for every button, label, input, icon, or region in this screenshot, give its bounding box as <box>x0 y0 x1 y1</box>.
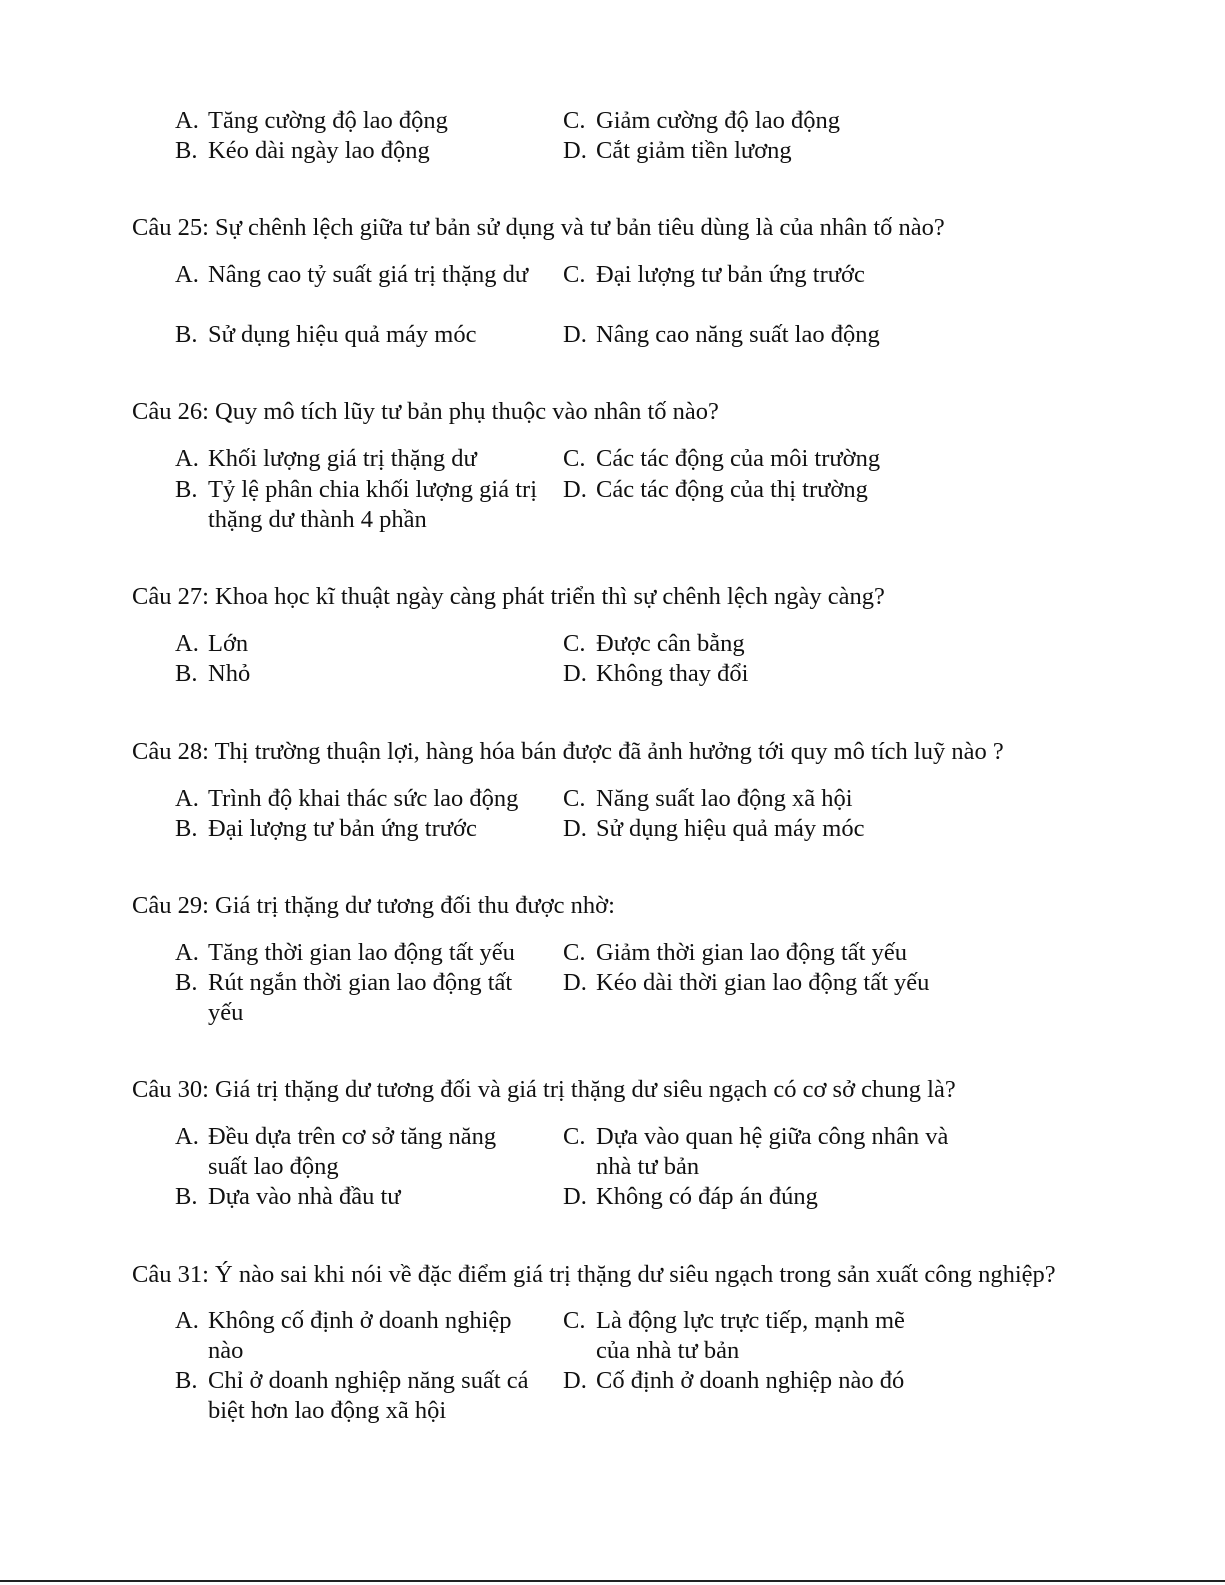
option-b: B. Chỉ ở doanh nghiệp năng suất cá biệt hơn lao động xã hội <box>175 1367 529 1424</box>
option-a: A. Tăng thời gian lao động tất yếu <box>175 939 515 966</box>
option-c: C. Được cân bằng <box>563 630 745 657</box>
option-c: C. Dựa vào quan hệ giữa công nhân và nhà tư bản <box>563 1123 949 1180</box>
question-stem: Câu 30: Giá trị thặng dư tương đối và giá trị thặng dư siêu ngạch có cơ sở chung là? <box>132 1076 956 1103</box>
option-a: A. Lớn <box>175 630 249 657</box>
option-d: D. Kéo dài thời gian lao động tất yếu <box>563 969 930 996</box>
option-d: D. Cắt giảm tiền lương <box>563 137 792 164</box>
option-c: C. Giảm cường độ lao động <box>563 107 840 134</box>
option-a: A. Đều dựa trên cơ sở tăng năng suất lao động <box>175 1123 497 1180</box>
question-stem: Câu 31: Ý nào sai khi nói về đặc điểm giá trị thặng dư siêu ngạch trong sản xuất công nghiệp? <box>132 1261 1056 1288</box>
option-a: A. Trình độ khai thác sức lao động <box>175 785 519 812</box>
question-stem: Câu 27: Khoa học kĩ thuật ngày càng phát triển thì sự chênh lệch ngày càng? <box>132 583 885 610</box>
option-c: C. Năng suất lao động xã hội <box>563 785 853 812</box>
option-b: B. Tỷ lệ phân chia khối lượng giá trị thặng dư thành 4 phần <box>175 476 538 533</box>
option-b: B. Kéo dài ngày lao động <box>175 137 430 164</box>
option-c: C. Đại lượng tư bản ứng trước <box>563 261 865 288</box>
option-b: B. Dựa vào nhà đầu tư <box>175 1183 401 1210</box>
page-bottom-rule <box>0 1580 1225 1582</box>
option-d: D. Cố định ở doanh nghiệp nào đó <box>563 1367 905 1394</box>
question-stem: Câu 28: Thị trường thuận lợi, hàng hóa bán được đã ảnh hưởng tới quy mô tích luỹ nào ? <box>132 738 1004 765</box>
option-d: D. Sử dụng hiệu quả máy móc <box>563 815 865 842</box>
option-a: A. Khối lượng giá trị thặng dư <box>175 445 477 472</box>
option-d: D. Các tác động của thị trường <box>563 476 868 503</box>
option-a: A. Tăng cường độ lao động <box>175 107 448 134</box>
option-c: C. Giảm thời gian lao động tất yếu <box>563 939 907 966</box>
option-d: D. Nâng cao năng suất lao động <box>563 321 880 348</box>
option-b: B. Sử dụng hiệu quả máy móc <box>175 321 477 348</box>
option-b: B. Nhỏ <box>175 660 251 687</box>
option-a: A. Nâng cao tỷ suất giá trị thặng dư <box>175 261 529 288</box>
option-a: A. Không cố định ở doanh nghiệp nào <box>175 1307 512 1364</box>
question-stem: Câu 29: Giá trị thặng dư tương đối thu được nhờ: <box>132 892 615 919</box>
option-b: B. Đại lượng tư bản ứng trước <box>175 815 477 842</box>
option-c: C. Các tác động của môi trường <box>563 445 881 472</box>
option-c: C. Là động lực trực tiếp, mạnh mẽ của nhà tư bản <box>563 1307 905 1364</box>
option-b: B. Rút ngắn thời gian lao động tất yếu <box>175 969 513 1026</box>
option-d: D. Không có đáp án đúng <box>563 1183 818 1210</box>
question-stem: Câu 26: Quy mô tích lũy tư bản phụ thuộc vào nhân tố nào? <box>132 398 719 425</box>
question-stem: Câu 25: Sự chênh lệch giữa tư bản sử dụng và tư bản tiêu dùng là của nhân tố nào? <box>132 214 945 241</box>
option-d: D. Không thay đổi <box>563 660 749 687</box>
